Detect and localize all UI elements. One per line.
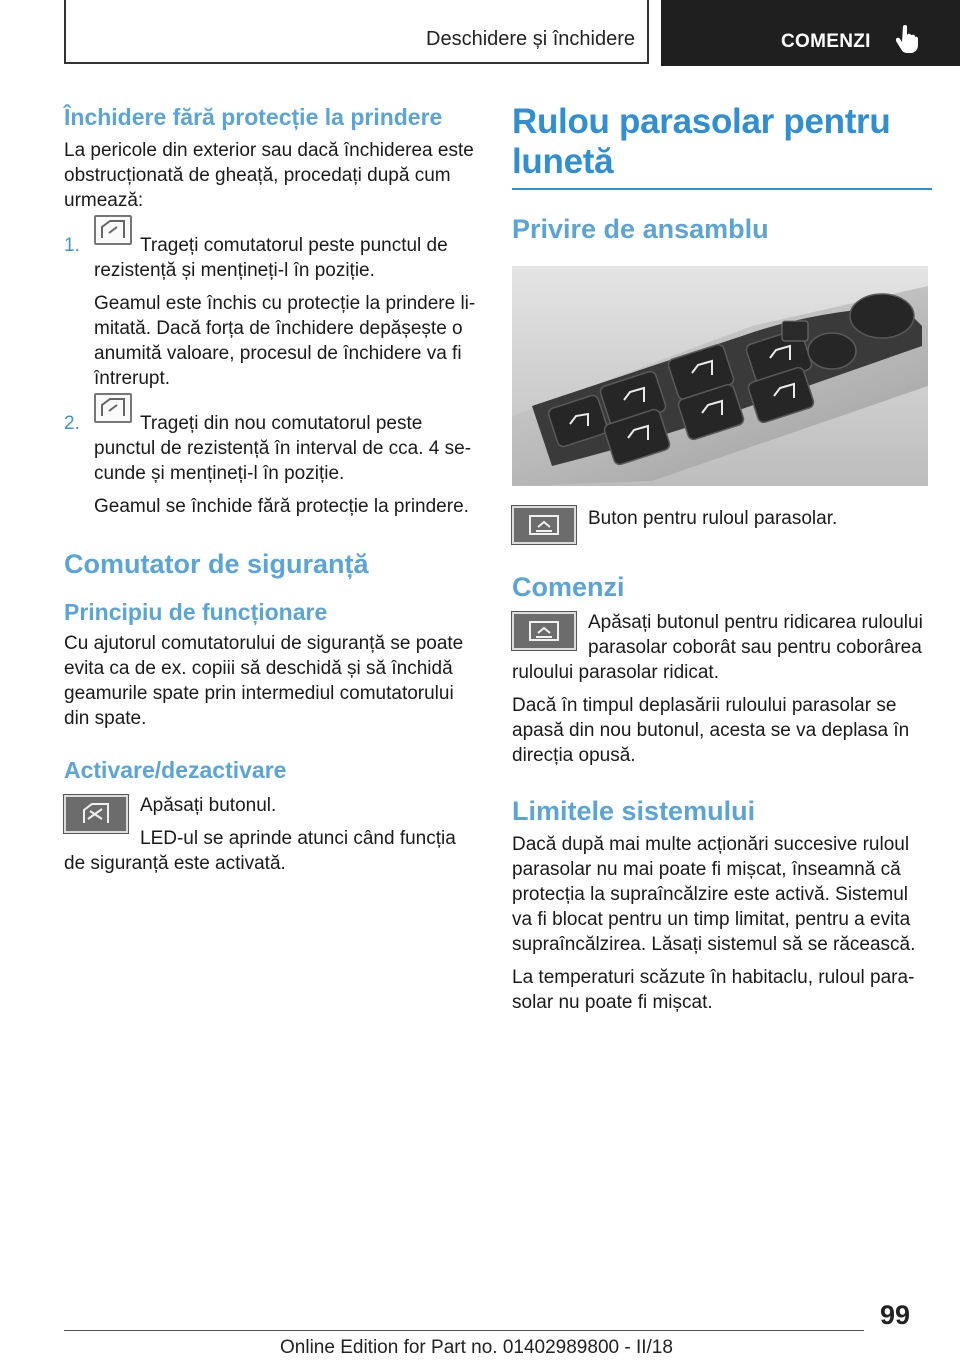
step-1-note: Geamul este închis cu protecție la prindere limitată. Dacă forța de închidere depășește o anumită valoare, procesul de închidere va fi întrerupt. (94, 293, 476, 389)
footer-edition: Online Edition for Part no. 01402989800 - II/18 (280, 1337, 673, 1358)
heading-principle: Principiu de funcționare (64, 599, 328, 625)
header-bottom-rule (64, 62, 649, 64)
step-1-text (94, 233, 476, 283)
step-1-number: 1. (64, 235, 80, 256)
sunblind-button-icon (512, 506, 576, 544)
controls-block (512, 610, 932, 685)
header-right-rule (647, 0, 649, 64)
header-chapter-tab[interactable] (661, 0, 960, 66)
step-2-text (94, 411, 476, 486)
step-2-note: Geamul se închide fără protecție la prindere. (94, 496, 469, 517)
left-column (64, 100, 476, 876)
step-1 (64, 233, 476, 391)
heading-closing-without-protection: Închidere fără protecție la prindere (64, 104, 443, 130)
heading-overview: Privire de ansamblu (512, 214, 769, 244)
sunblind-button-caption: Buton pentru ruloul parasolar. (588, 508, 838, 529)
right-column (512, 100, 932, 1015)
limits-text-2: La temperaturi scăzute în habitaclu, ruloul parasolar nu poate fi mișcat. (512, 967, 915, 1013)
sunblind-button-icon (512, 612, 576, 650)
header-section-title: Deschidere și închidere (426, 28, 635, 50)
step-2-instruction: Trageți din nou comutatorul peste punctul de rezistență în interval de cca. 4 secunde și mențineți-l în poziție. (94, 413, 472, 484)
header-left-rule (64, 0, 66, 64)
step-2 (64, 411, 476, 519)
window-switch-icon (94, 393, 132, 423)
step-2-number: 2. (64, 413, 80, 434)
press-button-text: Apăsați butonul. (140, 795, 277, 816)
safety-switch-icon (64, 795, 128, 833)
heading-sunblind: Rulou parasolar pentru lunetă (512, 102, 891, 181)
page-number: 99 (880, 1300, 911, 1330)
limits-text-1: Dacă după mai multe acționări succesive ruloul parasolar nu mai poate fi mișcat, înseamnă că protecția la supraîncălzire este activă. Sistemul va fi blocat pentru un timp limitat, pentru a evita supraîncălzirea. Lăsați sistemul să se răcească. (512, 834, 916, 955)
footer-rule (64, 1330, 864, 1331)
heading-limits: Limitele sistemului (512, 796, 756, 826)
sunblind-button-legend (512, 504, 932, 544)
heading-rule (512, 188, 932, 190)
door-switch-photo (512, 266, 928, 486)
window-switch-icon (94, 215, 132, 245)
heading-controls: Comenzi (512, 572, 625, 602)
activate-block (64, 793, 476, 876)
hand-pointer-icon (896, 24, 918, 54)
led-text: LED-ul se aprinde atunci când funcția de siguranță este activată. (64, 828, 456, 874)
closing-intro-text: La pericole din exterior sau dacă închiderea este obstrucționată de gheață, procedați după cum urmează: (64, 140, 474, 211)
heading-safety-switch: Comutator de siguranță (64, 549, 369, 579)
principle-text: Cu ajutorul comutatorului de siguranță se poate evita ca de ex. copiii să deschidă și să închidă geamurile spate prin intermediul comutatorului din spate. (64, 633, 464, 729)
step-1-instruction: Trageți comutatorul peste punctul de rezistență și mențineți-l în poziție. (94, 235, 448, 281)
header-chapter-label: COMENZI (781, 31, 871, 52)
reverse-text: Dacă în timpul deplasării ruloului parasolar se apasă din nou butonul, acesta se va deplasa în direcția opusă. (512, 695, 910, 766)
heading-activate: Activare/dezactivare (64, 757, 287, 783)
controls-text: Apăsați butonul pentru ridicarea ruloului parasolar coborât sau pentru coborârea ruloului parasolar ridicat. (512, 612, 923, 683)
